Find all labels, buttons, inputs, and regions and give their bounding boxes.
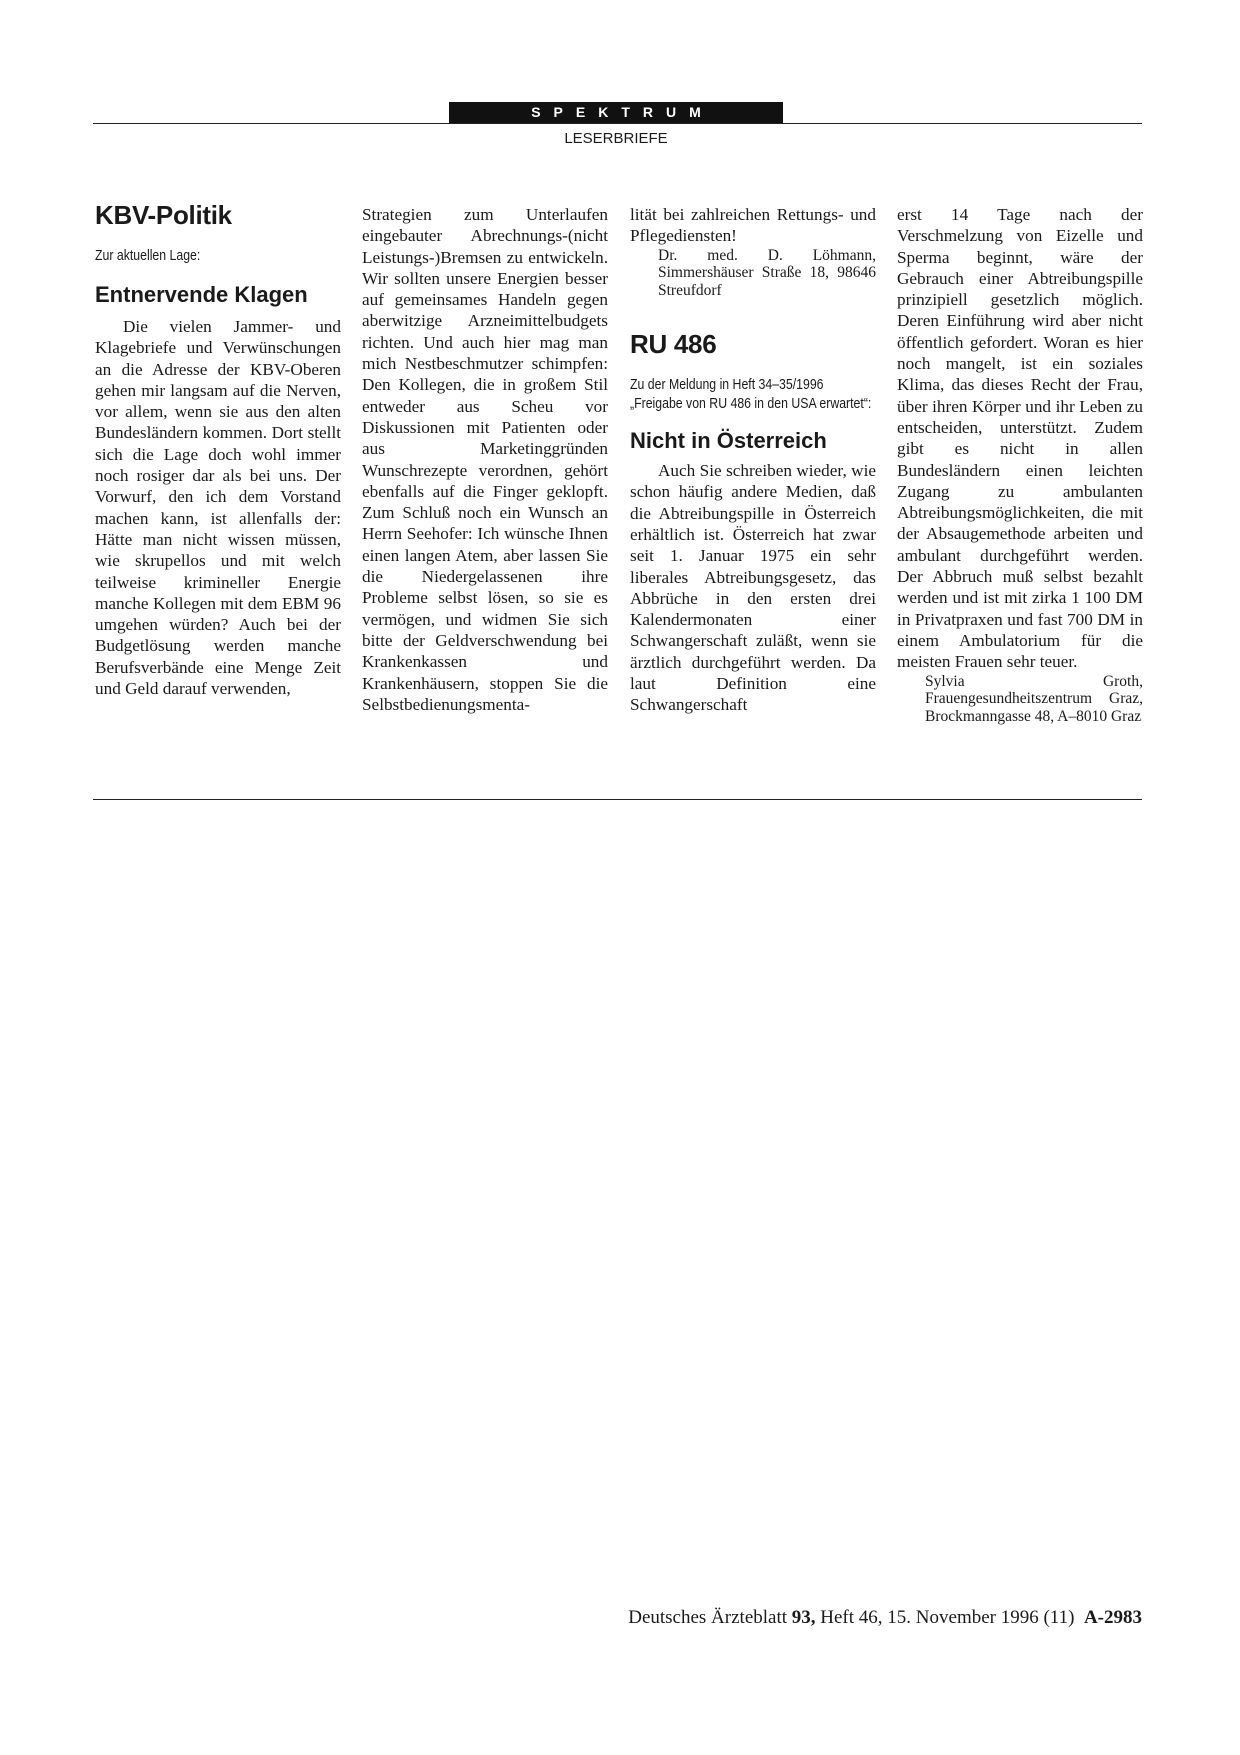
page-footer	[628, 1607, 1142, 1629]
letter-signature: Dr. med. D. Löhmann, Simmershäuser Straße 18, 98646 Streufdorf	[658, 246, 876, 299]
subsection-label: LESERBRIEFE	[564, 130, 668, 147]
section-banner: SPEKTRUM	[449, 102, 783, 123]
journal-volume: 93,	[791, 1607, 816, 1628]
letter-reference: Zu der Meldung in Heft 34–35/1996 „Freigabe von RU 486 in den USA erwartet“:	[630, 376, 872, 413]
header-rule	[93, 123, 1142, 124]
letter-headline: Entnervende Klagen	[95, 282, 308, 307]
journal-name: Deutsches Ärzteblatt	[628, 1607, 788, 1628]
letter-signature: Sylvia Groth, Frauengesundheitszentrum Graz, Brockmanngasse 48, A–8010 Graz	[925, 672, 1143, 725]
column-2	[362, 204, 608, 715]
topic-heading-ru486: RU 486	[630, 329, 717, 360]
column-1	[95, 200, 341, 699]
letter-body-continued: Strategien zum Unterlaufen eingebauter Abrechnungs-(nicht Leistungs-)Bremsen zu entwickeln. Wir sollten unsere Energien besser auf gemeinsames Handeln gegen aberwitzige Arzneimittelbudgets richten. Und auch hier mag man mich Nestbeschmutzer schimpfen: Den Kollegen, die in großem Stil entweder aus Scheu vor Diskussionen mit Patienten oder aus Marketinggründen Wunschrezepte verordnen, gehört ebenfalls auf die Finger geklopft. Zum Schluß noch ein Wunsch an Herrn Seehofer: Ich wünsche Ihnen einen langen Atem, aber lassen Sie die Niedergelassenen ihre Probleme selbst lösen, so sie es vermögen, und widmen Sie sich bitte der Geldverschwendung bei Krankenkassen und Krankenhäusern, stoppen Sie die Selbstbedienungsmenta-	[362, 205, 608, 714]
letter-reference: Zur aktuellen Lage:	[95, 247, 201, 264]
page-number: A-2983	[1083, 1607, 1142, 1628]
column-4	[897, 204, 1143, 725]
column-3	[630, 204, 876, 716]
letter-headline: Nicht in Österreich	[630, 428, 827, 454]
letter-body: Auch Sie schreiben wieder, wie schon häufig andere Medien, daß die Abtreibungspille in Österreich erhältlich ist. Österreich hat zwar seit 1. Januar 1975 ein sehr liberales Abtreibungsgesetz, das Abbrüche in den ersten drei Kalendermonaten einer Schwangerschaft zuläßt, wenn sie ärztlich durchgeführt werden. Da laut Definition eine Schwangerschaft	[630, 461, 876, 715]
issue-info: Heft 46, 15. November 1996 (11)	[820, 1607, 1075, 1628]
letter-body: Die vielen Jammer- und Klagebriefe und Verwünschungen an die Adresse der KBV-Oberen gehen mir langsam auf die Nerven, vor allem, wenn sie aus den alten Bundesländern kommen. Dort stellt sich die Lage doch wohl immer noch rosiger dar als bei uns. Der Vorwurf, den ich dem Vorstand machen kann, ist allenfalls der: Hätte man nicht wissen müssen, wie skrupellos und mit welch teilweise krimineller Energie manche Kollegen mit dem EBM 96 umgehen würden? Auch bei der Budgetlösung werden manche Berufsverbände eine Menge Zeit und Geld darauf verwenden,	[95, 317, 341, 699]
letter-body-end: lität bei zahlreichen Rettungs- und Pflegediensten!	[630, 205, 876, 246]
footer-rule	[93, 799, 1142, 800]
topic-heading-kbv: KBV-Politik	[95, 200, 232, 230]
letter-body-continued: erst 14 Tage nach der Verschmelzung von Eizelle und Sperma beginnt, wäre der Gebrauch einer Abtreibungspille prinzipiell gesetzlich möglich. Deren Einführung wird aber nicht öffentlich gefordert. Woran es hier noch mangelt, ist ein soziales Klima, das dieses Recht der Frau, über ihren Körper und ihr Leben zu entscheiden, unterstützt. Zudem gibt es nicht in allen Bundesländern einen leichten Zugang zu ambulanten Abtreibungsmöglichkeiten, die mit der Absaugemethode arbeiten und ambulant durchgeführt werden. Der Abbruch muß selbst bezahlt werden und ist mit zirka 1 100 DM in Privatpraxen und fast 700 DM in einem Ambulatorium für die meisten Frauen sehr teuer.	[897, 205, 1143, 672]
